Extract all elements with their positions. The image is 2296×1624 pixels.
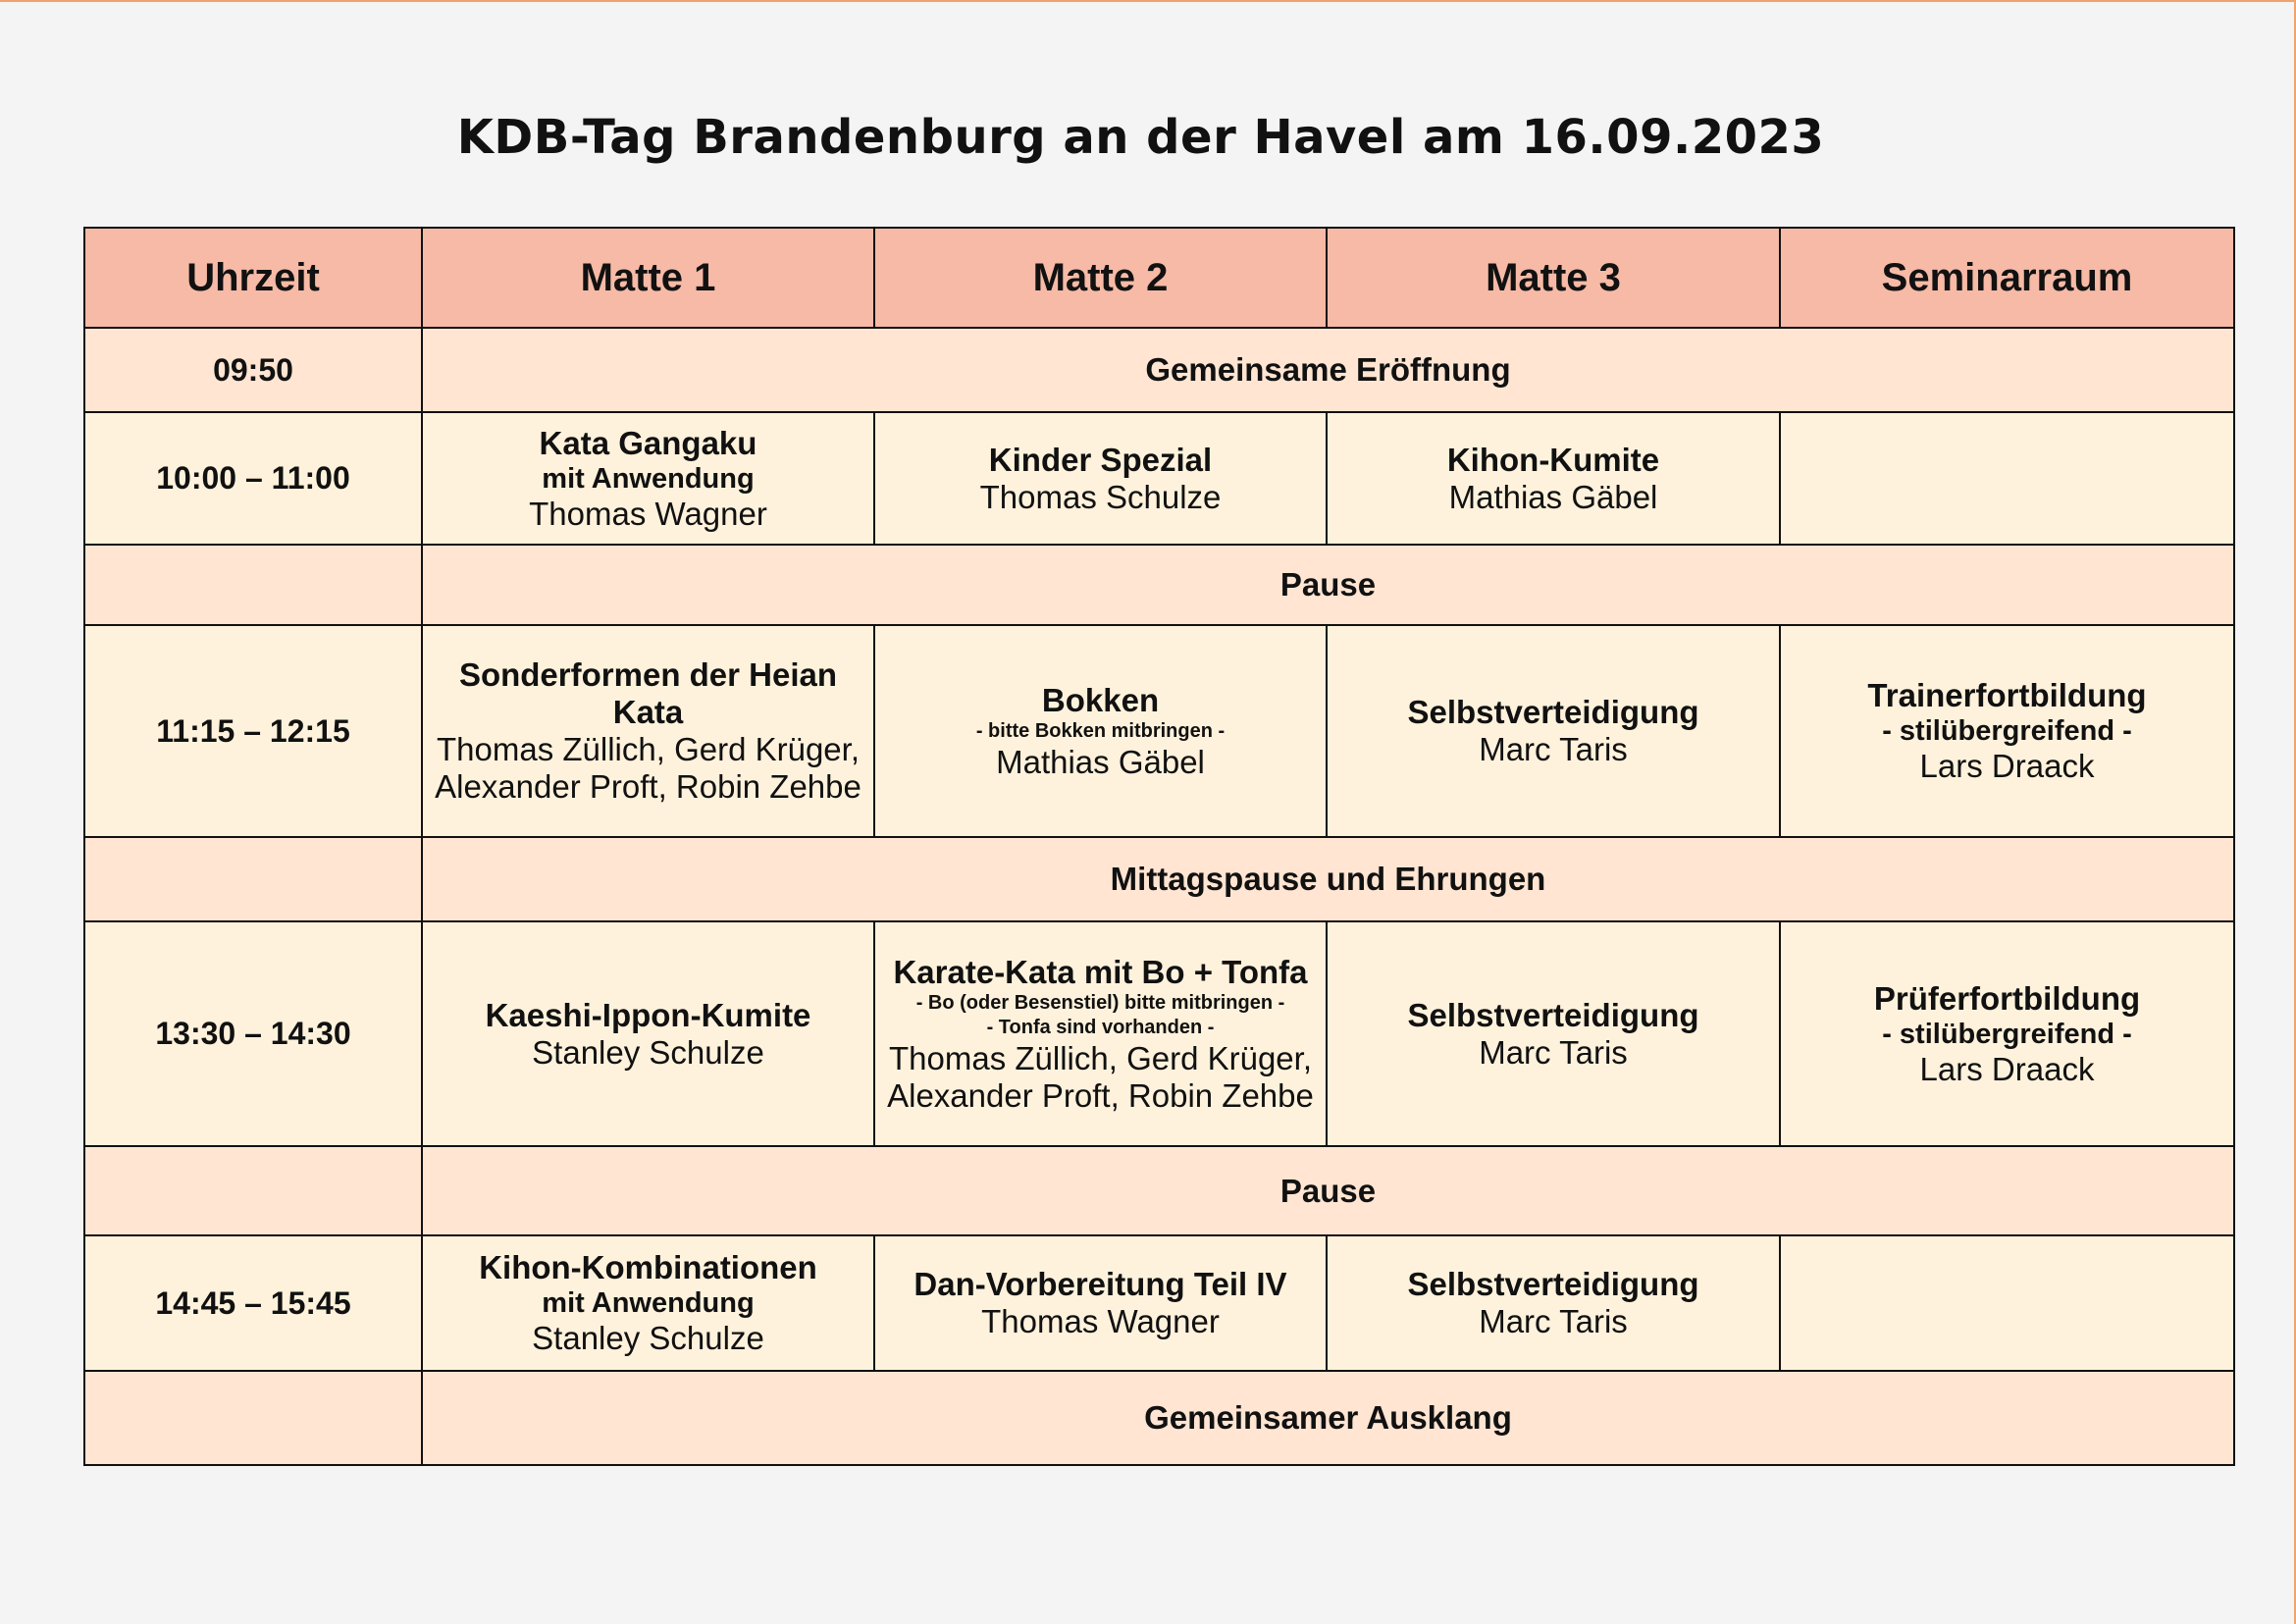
session-title: Dan-Vorbereitung Teil IV — [913, 1266, 1287, 1302]
session-title: Kinder Spezial — [988, 441, 1213, 478]
schedule-row-lunch — [84, 837, 2234, 921]
session-trainer: Lars Draack — [1919, 1050, 2095, 1087]
lunch-cell: Mittagspause und Ehrungen — [422, 837, 2234, 921]
session-subtitle: - stilübergreifend - — [1882, 1018, 2132, 1050]
header-matte-3: Matte 3 — [1327, 228, 1780, 328]
time-cell: 13:30 – 14:30 — [84, 921, 422, 1146]
schedule-row-session-4 — [84, 1235, 2234, 1371]
session-trainer: Thomas Schulze — [979, 478, 1222, 515]
session-title: Kihon-Kombinationen — [479, 1249, 817, 1285]
page-title: KDB-Tag Brandenburg an der Havel am 16.09.2023 — [456, 110, 1825, 165]
session-cell — [422, 412, 874, 545]
top-border — [0, 0, 2296, 2]
session-trainer: Mathias Gäbel — [1448, 478, 1658, 515]
schedule-row-break-1 — [84, 545, 2234, 625]
time-cell: 10:00 – 11:00 — [84, 412, 422, 545]
schedule-table — [83, 227, 2235, 1466]
session-title: Selbstverteidigung — [1407, 996, 1699, 1033]
time-cell — [84, 1371, 422, 1465]
session-title: Kata Gangaku — [539, 424, 757, 461]
session-trainer: Stanley Schulze — [532, 1033, 764, 1071]
time-cell: 14:45 – 15:45 — [84, 1235, 422, 1371]
schedule-row-session-3 — [84, 921, 2234, 1146]
session-cell — [874, 921, 1327, 1146]
schedule-row-session-1 — [84, 412, 2234, 545]
schedule-row-break-2 — [84, 1146, 2234, 1235]
session-trainer: Marc Taris — [1479, 731, 1628, 767]
session-trainer: Marc Taris — [1479, 1303, 1628, 1339]
session-title: Prüferfortbildung — [1873, 979, 2141, 1017]
session-cell — [874, 1235, 1327, 1371]
time-cell: 11:15 – 12:15 — [84, 625, 422, 837]
session-trainer: Thomas Züllich, Gerd Krüger, Alexander Proft, Robin Zehbe — [887, 1039, 1314, 1114]
header-matte-2: Matte 2 — [874, 228, 1327, 328]
schedule-row-closing — [84, 1371, 2234, 1465]
session-title: Karate-Kata mit Bo + Tonfa — [893, 953, 1308, 990]
session-trainer: Marc Taris — [1479, 1033, 1628, 1071]
session-note: - Tonfa sind vorhanden - — [986, 1016, 1215, 1038]
session-subtitle: - stilübergreifend - — [1882, 715, 2132, 747]
session-cell — [1780, 921, 2234, 1146]
session-trainer: Thomas Züllich, Gerd Krüger, Alexander Proft, Robin Zehbe — [435, 731, 861, 805]
time-cell — [84, 1146, 422, 1235]
schedule-row-opening — [84, 328, 2234, 412]
session-title: Trainerfortbildung — [1867, 677, 2147, 713]
session-note: - bitte Bokken mitbringen - — [975, 719, 1226, 742]
session-trainer: Lars Draack — [1919, 748, 2095, 784]
session-note: - Bo (oder Besenstiel) bitte mitbringen - — [915, 991, 1285, 1014]
empty-cell — [1780, 412, 2234, 545]
opening-cell: Gemeinsame Eröffnung — [422, 328, 2234, 412]
header-seminarraum: Seminarraum — [1780, 228, 2234, 328]
session-cell — [1327, 921, 1780, 1146]
break-cell: Pause — [422, 545, 2234, 625]
session-cell — [1780, 625, 2234, 837]
time-cell — [84, 837, 422, 921]
session-title: Bokken — [1041, 681, 1160, 718]
header-time: Uhrzeit — [84, 228, 422, 328]
session-subtitle: mit Anwendung — [542, 1287, 755, 1319]
session-cell — [422, 921, 874, 1146]
session-title: Selbstverteidigung — [1407, 694, 1699, 730]
session-trainer: Mathias Gäbel — [996, 743, 1205, 780]
session-title: Sonderformen der Heian Kata — [458, 656, 838, 730]
session-cell — [422, 625, 874, 837]
session-cell — [874, 412, 1327, 545]
session-trainer: Stanley Schulze — [532, 1320, 764, 1356]
session-cell — [874, 625, 1327, 837]
session-trainer: Thomas Wagner — [529, 495, 767, 532]
time-cell — [84, 545, 422, 625]
session-subtitle: mit Anwendung — [542, 462, 755, 495]
session-trainer: Thomas Wagner — [981, 1303, 1220, 1339]
time-cell: 09:50 — [84, 328, 422, 412]
header-row — [84, 228, 2234, 328]
session-cell — [1327, 625, 1780, 837]
header-matte-1: Matte 1 — [422, 228, 874, 328]
session-cell — [1327, 412, 1780, 545]
session-title: Selbstverteidigung — [1407, 1266, 1699, 1302]
session-title: Kihon-Kumite — [1446, 441, 1660, 478]
session-cell — [1327, 1235, 1780, 1371]
session-title: Kaeshi-Ippon-Kumite — [485, 996, 811, 1033]
empty-cell — [1780, 1235, 2234, 1371]
closing-cell: Gemeinsamer Ausklang — [422, 1371, 2234, 1465]
session-cell — [422, 1235, 874, 1371]
schedule-row-session-2 — [84, 625, 2234, 837]
break-cell: Pause — [422, 1146, 2234, 1235]
